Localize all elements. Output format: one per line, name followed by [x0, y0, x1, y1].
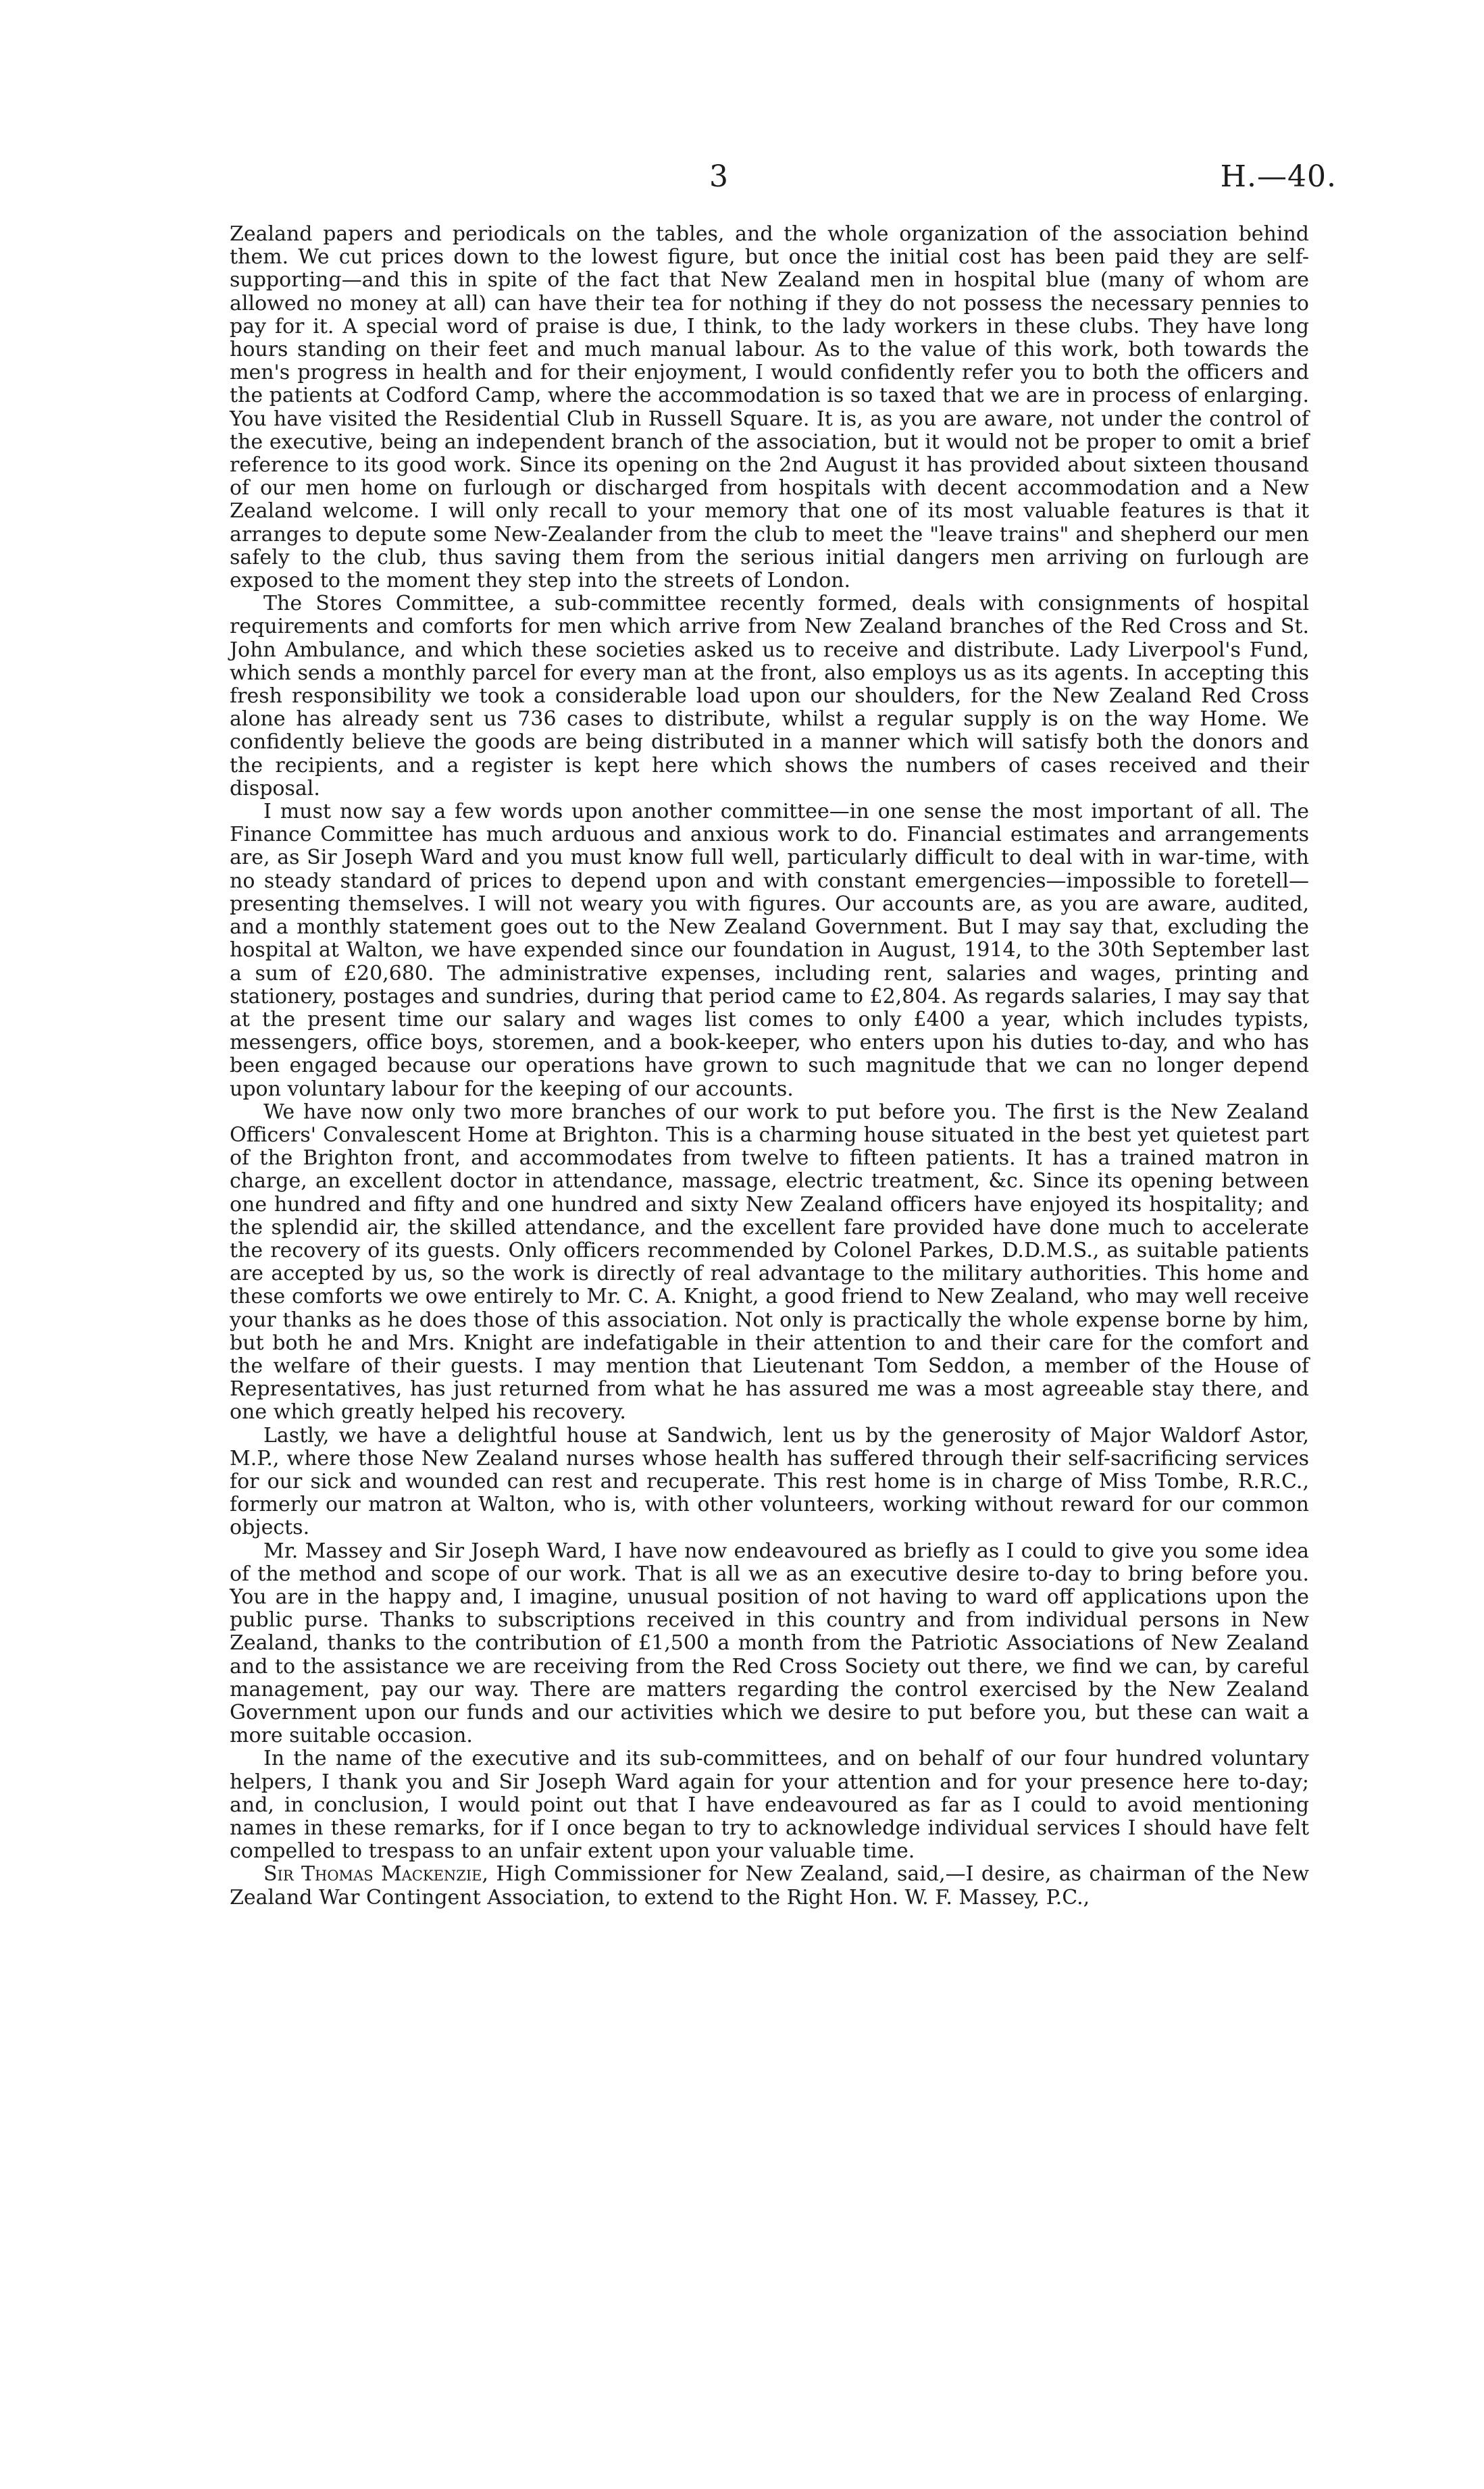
paragraph-8	[230, 1863, 1309, 1909]
page-number: 3	[709, 159, 728, 194]
paragraph-5: Lastly, we have a delightful house at Sandwich, lent us by the generosity of Major Waldorf Astor, M.P., where those New Zealand nurses whose health has suffered through their self-sacrificing services for our sick and wounded can rest and recuperate. This rest home is in charge of Miss Tombe, R.R.C., formerly our matron at Walton, who is, with other volunteers, working without reward for our common objects.	[230, 1423, 1309, 1540]
document-reference: H.—40.	[1220, 159, 1337, 194]
paragraph-1: Zealand papers and periodicals on the tables, and the whole organization of the association behind them. We cut prices down to the lowest figure, but once the initial cost has been paid they are self-supporting—and this in spite of the fact that New Zealand men in hospital blue (many of whom are allowed no money at all) can have their tea for nothing if they do not possess the necessary pennies to pay for it. A special word of praise is due, I think, to the lady workers in these clubs. They have long hours standing on their feet and much manual labour. As to the value of this work, both towards the men's progress in health and for their enjoyment, I would confidently refer you to both the officers and the patients at Codford Camp, where the accommodation is so taxed that we are in process of enlarging. You have visited the Residential Club in Russell Square. It is, as you are aware, not under the control of the executive, being an independent branch of the association, but it would not be proper to omit a brief reference to its good work. Since its opening on the 2nd August it has provided about sixteen thousand of our men home on furlough or discharged from hospitals with decent accommodation and a New Zealand welcome. I will only recall to your memory that one of its most valuable features is that it arranges to depute some New-Zealander from the club to meet the "leave trains" and shepherd our men safely to the club, thus saving them from the serious initial dangers men arriving on furlough are exposed to the moment they step into the streets of London.	[230, 222, 1309, 593]
paragraph-6: Mr. Massey and Sir Joseph Ward, I have now endeavoured as briefly as I could to give you some idea of the method and scope of our work. That is all we as an executive desire to-day to bring before you. You are in the happy and, I imagine, unusual position of not having to ward off applications upon the public purse. Thanks to subscriptions received in this country and from individual persons in New Zealand, thanks to the contribution of £1,500 a month from the Patriotic Associations of New Zealand and to the assistance we are receiving from the Red Cross Society out there, we find we can, by careful management, pay our way. There are matters regarding the control exercised by the New Zealand Government upon our funds and our activities which we desire to put before you, but these can wait a more suitable occasion.	[230, 1539, 1309, 1748]
speaker-name: Sir Thomas Mackenzie	[263, 1862, 482, 1887]
paragraph-4: We have now only two more branches of our work to put before you. The first is the New Zealand Officers' Convalescent Home at Brighton. This is a charming house situated in the best yet quietest part of the Brighton front, and accommodates from twelve to fifteen patients. It has a trained matron in charge, an excellent doctor in attendance, massage, electric treatment, &c. Since its opening between one hundred and fifty and one hundred and sixty New Zealand officers have enjoyed its hospitality; and the splendid air, the skilled attendance, and the excellent fare provided have done much to accelerate the recovery of its guests. Only officers recommended by Colonel Parkes, D.D.M.S., as suitable patients are accepted by us, so the work is directly of real advantage to the military authorities. This home and these comforts we owe entirely to Mr. C. A. Knight, a good friend to New Zealand, who may well receive your thanks as he does those of this association. Not only is practically the whole expense borne by him, but both he and Mrs. Knight are indefatigable in their attention to and their care for the comfort and the welfare of their guests. I may mention that Lieutenant Tom Seddon, a member of the House of Representatives, has just returned from what he has assured me was a most agreeable stay there, and one which greatly helped his recovery.	[230, 1100, 1309, 1425]
body-text	[230, 223, 1309, 1909]
paragraph-7: In the name of the executive and its sub-committees, and on behalf of our four hundred voluntary helpers, I thank you and Sir Joseph Ward again for your attention and for your presence here to-day; and, in conclusion, I would point out that I have endeavoured as far as I could to avoid mentioning names in these remarks, for if I once began to try to acknowledge individual services I should have felt compelled to trespass to an unfair extent upon your valuable time.	[230, 1747, 1309, 1864]
paragraph-2: The Stores Committee, a sub-committee recently formed, deals with consignments of hospital requirements and comforts for men which arrive from New Zealand branches of the Red Cross and St. John Ambulance, and which these societies asked us to receive and distribute. Lady Liverpool's Fund, which sends a monthly parcel for every man at the front, also employs us as its agents. In accepting this fresh responsibility we took a considerable load upon our shoulders, for the New Zealand Red Cross alone has already sent us 736 cases to distribute, whilst a regular supply is on the way Home. We confidently believe the goods are being distributed in a manner which will satisfy both the donors and the recipients, and a register is kept here which shows the numbers of cases received and their disposal.	[230, 592, 1309, 800]
speaker-text: , High Commissioner for New Zealand, said,—I desire, as chairman of the New Zealand War Contingent Association, to extend to the Right Hon. W. F. Massey, P.C.,	[230, 1862, 1309, 1909]
page-header	[0, 157, 1484, 204]
paragraph-3: I must now say a few words upon another committee—in one sense the most important of all. The Finance Committee has much arduous and anxious work to do. Financial estimates and arrangements are, as Sir Joseph Ward and you must know full well, particularly difficult to deal with in war-time, with no steady standard of prices to depend upon and with constant emergencies—impossible to foretell—presenting themselves. I will not weary you with figures. Our accounts are, as you are aware, audited, and a monthly statement goes out to the New Zealand Government. But I may say that, excluding the hospital at Walton, we have expended since our foundation in August, 1914, to the 30th September last a sum of £20,680. The administrative expenses, including rent, salaries and wages, printing and stationery, postages and sundries, during that period came to £2,804. As regards salaries, I may say that at the present time our salary and wages list comes to only £400 a year, which includes typists, messengers, office boys, storemen, and a book-keeper, who enters upon his duties to-day, and who has been engaged because our operations have grown to such magnitude that we can no longer depend upon voluntary labour for the keeping of our accounts.	[230, 800, 1309, 1101]
